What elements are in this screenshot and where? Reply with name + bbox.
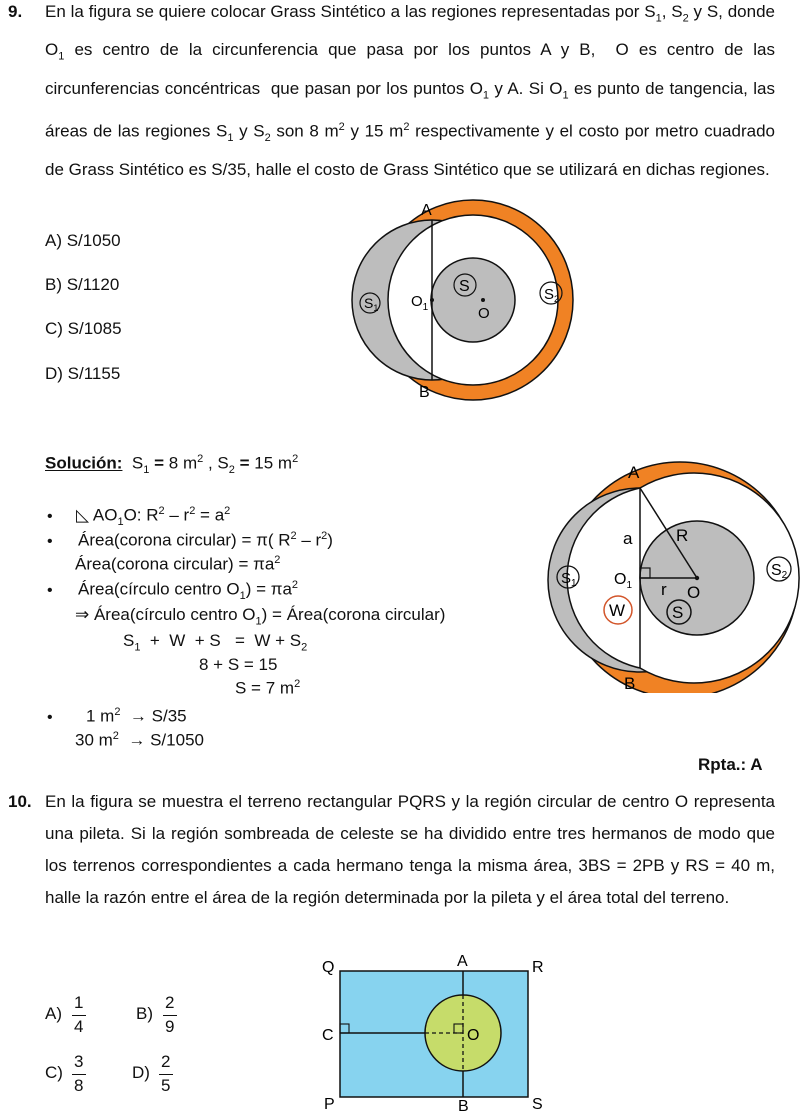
bullet-1: • bbox=[47, 508, 53, 525]
solution-figure bbox=[542, 458, 800, 693]
solution-line-2: Área(corona circular) = π( $R^2 - r^2$) bbox=[78, 530, 333, 550]
solution-heading: Solución: bbox=[45, 453, 123, 473]
bullet-2: • bbox=[47, 533, 53, 550]
label-s: S bbox=[672, 603, 684, 622]
label-o: O bbox=[687, 583, 701, 602]
solution-line-6: $S_1 + W + S = W + S_2$ bbox=[123, 631, 308, 654]
label-o1: $O_1$ bbox=[614, 571, 633, 591]
problem-10-statement: En la figura se muestra el terreno rectangular PQRS y la región circular de centro O representa una pileta. Si la región sombreada de celeste se ha dividido entre tres hermanos de modo que los terrenos correspondientes a cada hermano tenga la misma área, 3BS = 2PB y RS = 40 m, halle la razón entre el área de la región determinada por la pileta y el área total del terreno. bbox=[45, 792, 775, 907]
label-w: W bbox=[609, 601, 626, 620]
label-R: R bbox=[676, 526, 689, 545]
solution-line-9: 1 $m^2 \to S/35$ bbox=[86, 706, 187, 726]
label-p: P bbox=[324, 1096, 335, 1113]
solution-line-7: 8 + S = 15 bbox=[199, 655, 278, 674]
problem-9-number: 9. bbox=[8, 2, 23, 21]
right-triangle-icon: ◺ bbox=[76, 505, 90, 525]
label-s2: $S_2$ bbox=[544, 286, 560, 304]
label-r: r bbox=[661, 580, 667, 599]
label-s: S bbox=[532, 1096, 543, 1113]
label-r: R bbox=[532, 959, 544, 976]
label-a: A bbox=[628, 463, 640, 482]
label-o: O bbox=[467, 1027, 480, 1044]
option-b: B) S/1120 bbox=[45, 275, 120, 294]
label-b: B bbox=[458, 1098, 469, 1113]
solution-header: Solución: $S_1 = 8$ $m^2$ , $S_2 = 15$ $m^2$ bbox=[45, 453, 299, 477]
problem-9-statement: En la figura se quiere colocar Grass Sintético a las regiones representadas por $S_1$, $S_2$ y S, donde $O_1$ es centro de la circunferencia que pasa por los puntos A y B, O es centro de las circunferencias concéntricas que pasan por los puntos $O_1$ y A. Si $O_1$ es punto de tangencia, las áreas de las regiones $S_1$ y $S_2$ son 8 $m^2$ y 15 $m^2$ respectivamente y el costo por metro cuadrado de Grass Sintético es S/35, halle el costo de Grass Sintético que se utilizará en dichas regiones. bbox=[45, 2, 775, 180]
point-o1 bbox=[430, 298, 434, 302]
bullet-4: • bbox=[47, 709, 53, 726]
solution-line-3: Área(corona circular) = $\pi a^2$ bbox=[75, 554, 281, 574]
option-10-c: C) 3 8 bbox=[45, 1052, 105, 1102]
option-10-d: D) 2 5 bbox=[132, 1052, 192, 1102]
label-s: S bbox=[459, 278, 470, 295]
label-a: A bbox=[457, 953, 468, 970]
solution-line-10: 30 $m^2 \to S/1050$ bbox=[75, 730, 204, 750]
label-q: Q bbox=[322, 959, 335, 976]
point-o bbox=[481, 298, 485, 302]
solution-line-5: ⇒ Área(círculo centro $O_1$) = Área(corona circular) bbox=[75, 605, 446, 628]
option-a: A) S/1050 bbox=[45, 231, 121, 250]
problem-10-figure bbox=[315, 953, 555, 1113]
s-circle bbox=[431, 258, 515, 342]
option-10-a: A) 1 4 bbox=[45, 993, 105, 1043]
point-o bbox=[695, 576, 699, 580]
label-c: C bbox=[322, 1027, 334, 1044]
label-s2: S2 bbox=[771, 562, 788, 581]
solution-line-1: ◺ $AO_1O$: $R^2 - r^2 = a^2$ bbox=[76, 505, 231, 529]
option-10-b: B) 2 9 bbox=[136, 993, 196, 1043]
bullet-3: • bbox=[47, 582, 53, 599]
label-s1: $S_1$ bbox=[561, 570, 577, 589]
option-d: D) S/1155 bbox=[45, 364, 121, 383]
label-b: B bbox=[624, 674, 636, 693]
label-o1: $O_1$ bbox=[411, 293, 429, 313]
solution-line-8: S = 7 $m^2$ bbox=[235, 678, 301, 698]
solution-line-4: Área(círculo centro $O_1) = \pi a^2$ bbox=[78, 579, 299, 603]
solution-answer: Rpta.: A bbox=[698, 755, 763, 774]
problem-9-figure bbox=[345, 198, 585, 408]
label-s1: $S_1$ bbox=[364, 295, 379, 313]
option-c: C) S/1085 bbox=[45, 319, 122, 338]
label-a-small: a bbox=[623, 529, 633, 548]
problem-10-number: 10. bbox=[8, 792, 32, 811]
label-o: O bbox=[478, 305, 490, 322]
label-a: A bbox=[421, 202, 432, 219]
label-b: B bbox=[419, 384, 430, 401]
